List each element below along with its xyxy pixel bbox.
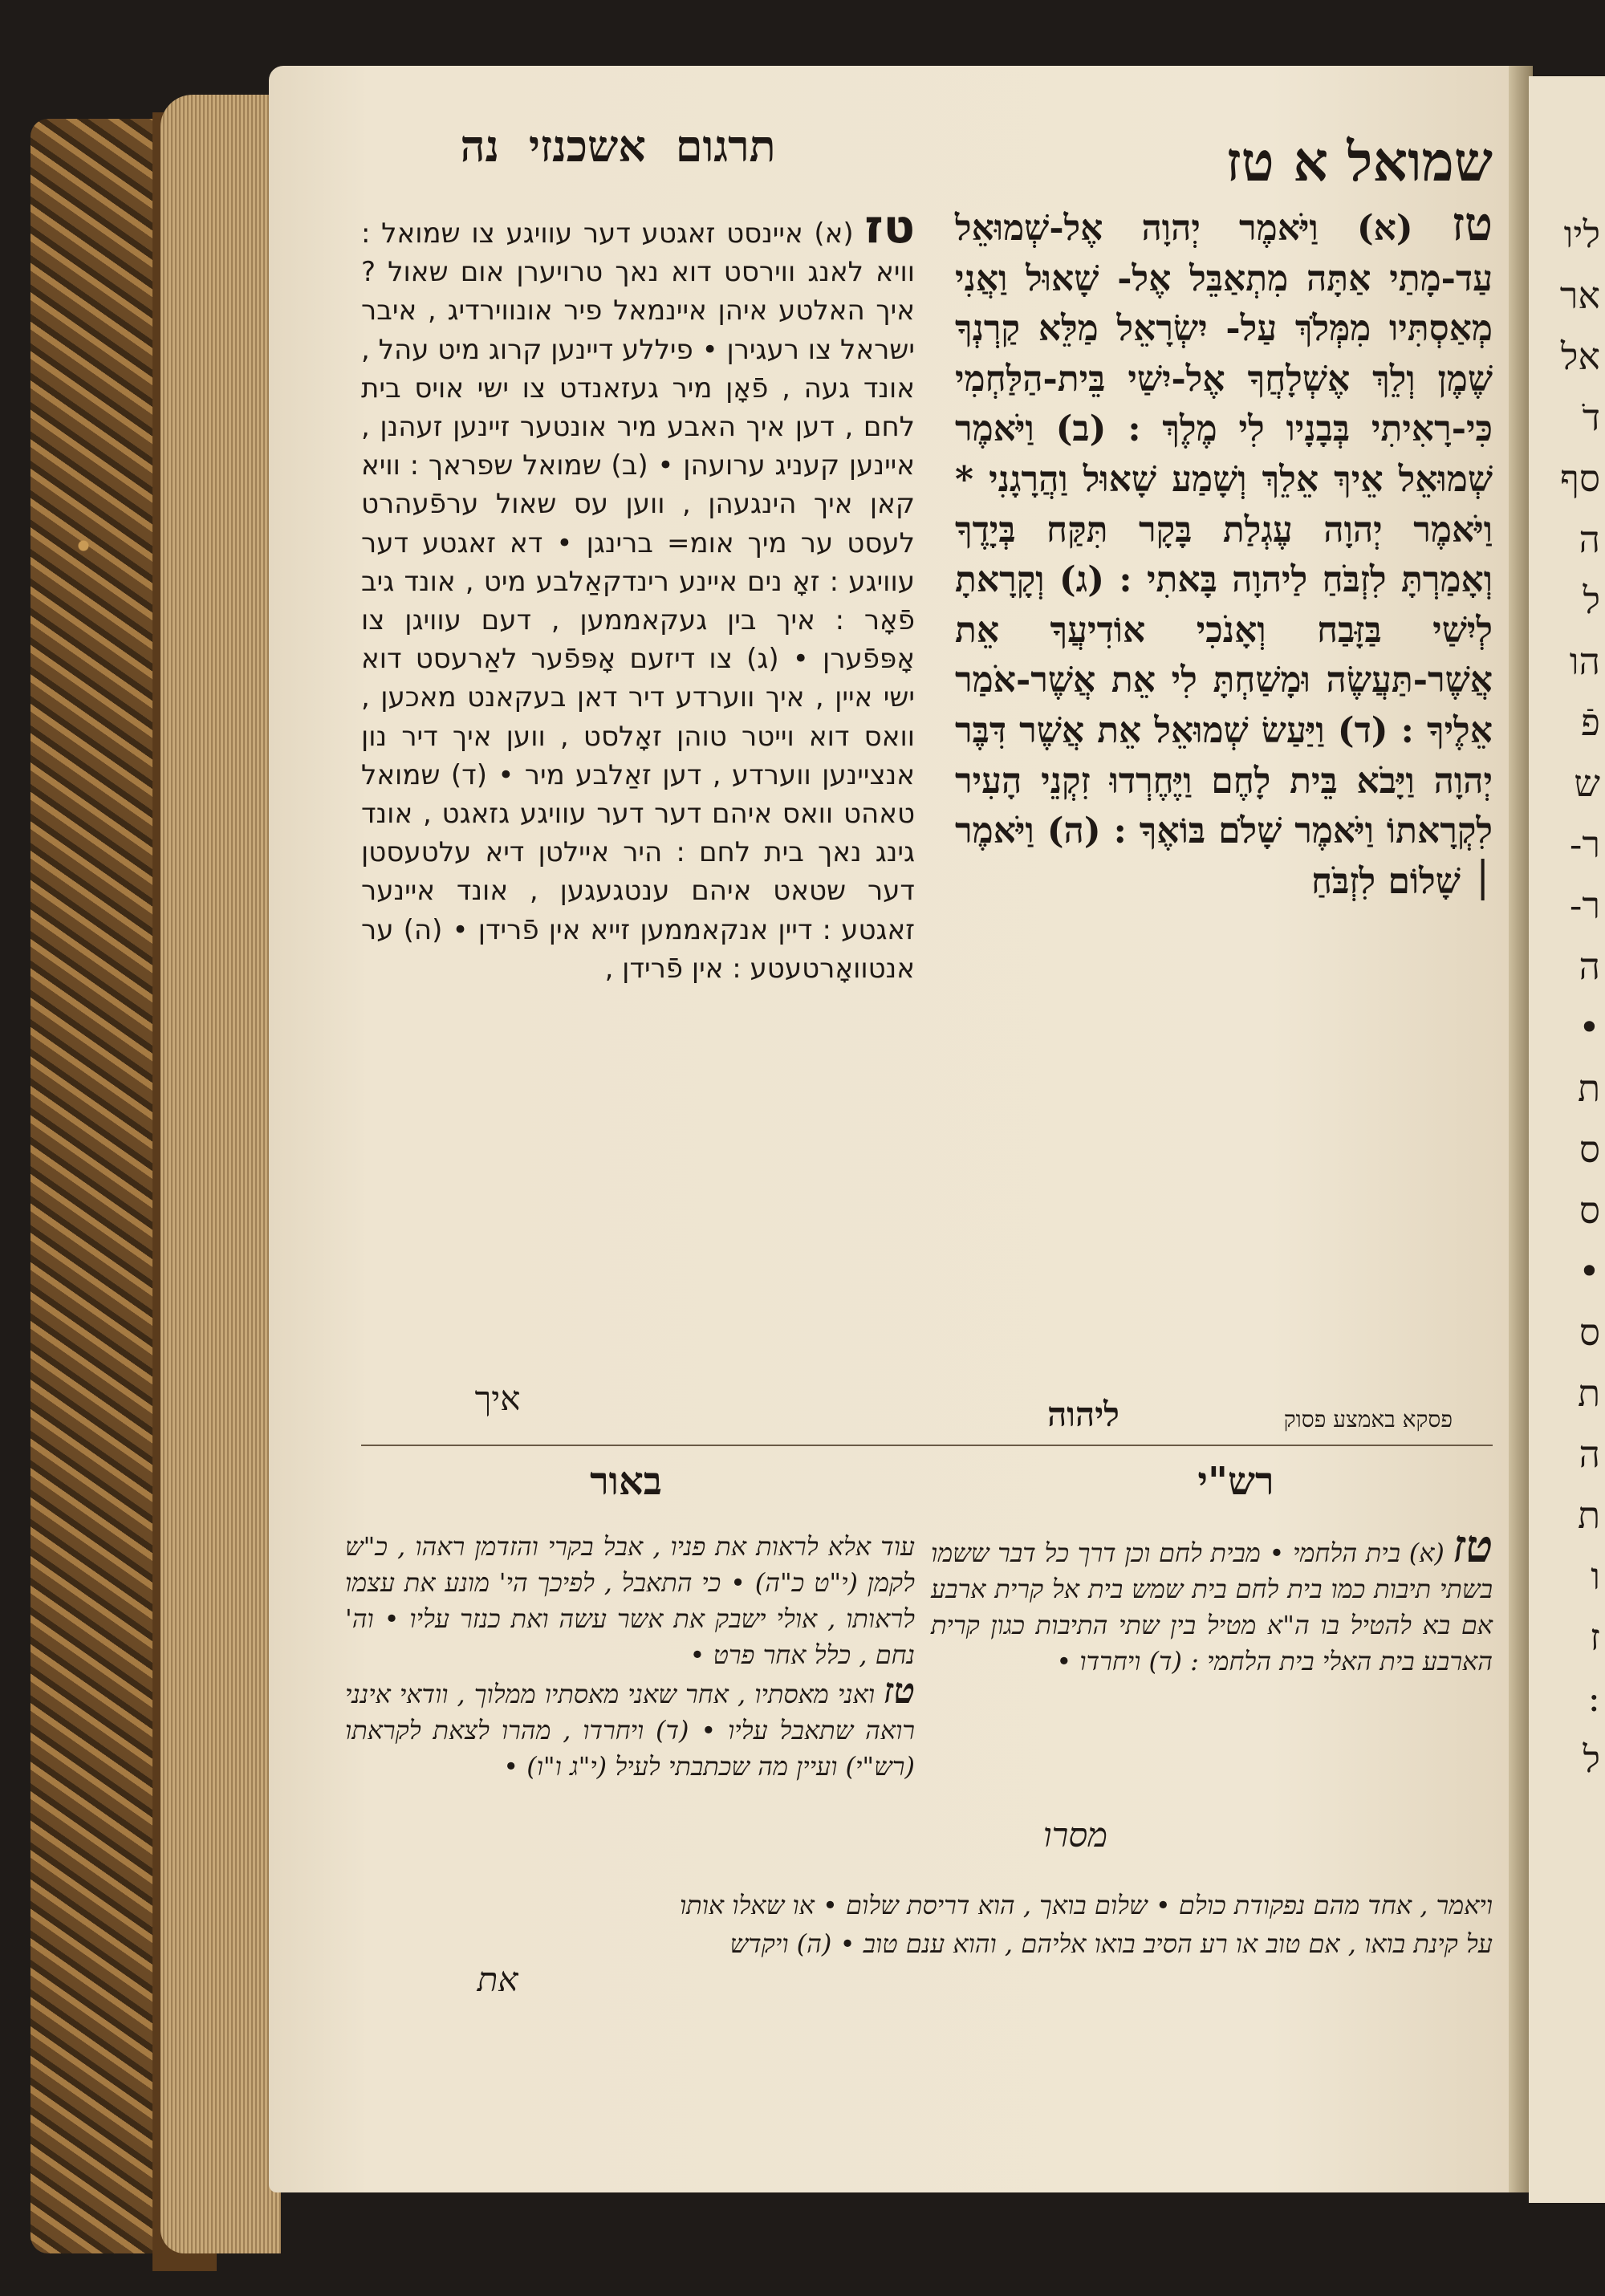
adjacent-page-fragment-text: ליו xyxy=(1563,213,1600,256)
adjacent-page-fragment-text: ר- xyxy=(1569,823,1600,866)
page-edges xyxy=(160,95,281,2253)
adjacent-page-fragment-text: דֹ xyxy=(1582,396,1600,439)
rashi-title: רש"י xyxy=(1197,1459,1274,1504)
targum-line: (ה) ער אנטוואָרטעטע : אין פֿרידן , xyxy=(361,913,915,985)
bible-verse-line: (ג) וְקָרָאתָ לְיִשַׁי בַּזָּבַח וְאָנֹכִי xyxy=(955,559,1493,651)
adjacent-page-fragment-text: ל xyxy=(1583,1737,1600,1781)
adjacent-page-fragment-text: • xyxy=(1578,1250,1600,1293)
adjacent-page-fragment-text: ה xyxy=(1579,1432,1600,1476)
bible-verse-line: הָעִיר לִקְרָאתוֹ וַיֹּאמֶר שָׁלֹם xyxy=(955,760,1493,852)
biur-line: ישבק את אשר עשה ואת כנזר עליו • וה' xyxy=(345,1603,766,1634)
targum-line: דוא נאך טרויערן אום שאול ? איך xyxy=(361,256,915,327)
targum-line: (ד) שמואל טאהט וואס איהם דער xyxy=(361,758,915,831)
bible-verse-line: (א) וַיֹּאמֶר יְהוָה אֶל-שְׁמוּאֵל xyxy=(955,208,1413,249)
running-header-targum: תרגום אשכנזי נה xyxy=(460,120,776,172)
bible-verse-line: יִשְׂרָאֵל מַלֵּא קַרְנְךָ שֶׁמֶן וְלֵךְ xyxy=(955,308,1493,400)
adjacent-page-fragment-text: ת xyxy=(1577,1493,1600,1537)
rashi-catchword: מסרו xyxy=(1042,1815,1108,1855)
adjacent-page-fragment-text: ז xyxy=(1590,1615,1600,1659)
bible-verse-line: אֶשְׁלָחֲךָ אֶל-יִשַׁי בֵּית-הַלַּחְמִי xyxy=(955,358,1351,400)
adjacent-page-fragment-text: ס xyxy=(1579,1311,1600,1354)
targum-line: לאַרעסט דוא ישי איין , איך ווערדע xyxy=(361,643,915,714)
divider xyxy=(361,1445,1493,1446)
bible-verse-line: וְשָׁמַע שָׁאוּל וַהֲרָגָנִי * וַיֹּאמֶר xyxy=(955,458,1493,551)
footnote-line: ויאמר , אחד מהם נפקודת כולם • שלום בואך , הוא דריסת שלום • או שאלו אותו xyxy=(679,1890,1493,1920)
rashi-commentary xyxy=(931,1520,1493,1680)
running-header-book: שמואל א טז xyxy=(1225,130,1493,194)
adjacent-page-fragment-text: ס xyxy=(1579,1189,1600,1232)
rashi-line: בית האלי בית הלחמי : (ד) ויחרדו • xyxy=(1056,1646,1415,1676)
targum-line: שטאט איהם ענטגעגען , אונד איינער xyxy=(361,875,847,908)
footnote-catchword: את xyxy=(477,1960,518,1999)
bible-column xyxy=(955,199,1493,907)
bible-catchword: ליהוה xyxy=(1047,1395,1119,1434)
rashi-line: תיבות כמו בית לחם בית שמש בית אל xyxy=(1043,1574,1432,1604)
adjacent-page-fragment-text: ת xyxy=(1577,1372,1600,1415)
adjacent-page-fragment-text: הו xyxy=(1569,640,1600,683)
adjacent-page-fragment-text: ה xyxy=(1579,518,1600,561)
footnote-line: על קינת בואו , אם טוב או רע הסיב בואו אליהם , והוא ענם טוב • (ה) ויקדש xyxy=(729,1928,1493,1959)
targum-line: דער עוויגע גזאגט , אונד גינג נאך בית xyxy=(361,798,915,869)
targum-line: שפראך : וויא קאן איך הינגעהן , ווען xyxy=(361,449,916,521)
targum-line: אנציינען ווערדע , דען זאַלבע מיר • xyxy=(486,758,915,791)
targum-line: זאגטע : דיין אנקאממען זייא אין פֿרידן • xyxy=(442,913,916,946)
bible-verse-line: כִּי-רָאִיתִי בְּבָנָיו לִי מֶלֶךְ : xyxy=(1106,408,1493,450)
adjacent-page-fragment-text: פֿ xyxy=(1580,701,1600,744)
targum-line: עס שאול ערפֿעהרט לעסט ער מיך אומ= xyxy=(361,488,915,559)
biur-line: (רש"י) ועיין מה שכתבתי לעיל (י"ג ו"ו) • xyxy=(503,1751,915,1782)
targum-column xyxy=(361,199,916,988)
adjacent-page-fragment-text: : xyxy=(1587,1676,1600,1720)
targum-line: איינען קעניג ערועהן • (ב) שמואל xyxy=(513,449,915,482)
bible-verse-line: שָׁאוּל וַאֲנִי מְאַסְתִּיו מִמְּלֹךְ עַל- xyxy=(955,258,1493,350)
targum-line: צו שמואל : וויא לאנג ווירסט xyxy=(361,217,915,289)
chapter-number: טז xyxy=(1453,1520,1493,1573)
footnote xyxy=(345,1886,1493,1963)
adjacent-page-fragment-text: ל xyxy=(1583,579,1600,622)
targum-line: איך האבע מיר אונטער זיינען זעהנן , xyxy=(361,411,786,444)
bible-verse-line: (ב) וַיֹּאמֶר שְׁמוּאֵל אֵיךְ אֵלֵךְ xyxy=(955,408,1493,500)
adjacent-page-fragment-text: ר- xyxy=(1569,884,1600,927)
adjacent-page-fragment-text: ה xyxy=(1579,945,1600,988)
adjacent-page-fragment xyxy=(1529,76,1605,2203)
biur-commentary xyxy=(345,1529,915,1785)
targum-line: ברינגן • דא זאגטע דער עוויגע : זאָ xyxy=(361,526,915,598)
adjacent-page-fragment-text: ש xyxy=(1574,762,1600,805)
targum-line: לחם : היר איילטן דיא עלטעסטן דער xyxy=(361,836,915,908)
targum-line: (א) איינסט זאגטע דער עוויגע xyxy=(494,217,854,250)
adjacent-page-fragment-text: סף xyxy=(1560,457,1600,500)
biur-line: עוד אלא לראות את פניו , אבל בקרי והזדמן xyxy=(465,1531,916,1562)
rashi-line: קרית ארבע אם בא להטיל בו ה"א מטיל xyxy=(931,1574,1493,1640)
adjacent-page-fragment-text: אר xyxy=(1559,274,1600,317)
adjacent-page-fragment-text: ס xyxy=(1579,1128,1600,1171)
targum-line: איבר ישראל צו רעגירן • פיללע דיינען xyxy=(361,295,915,366)
biur-line: ואני מאסתיו , אחר שאני מאסתיו xyxy=(535,1679,876,1709)
targum-line: קרוג מיט עהל , אונד געה , פֿאָן מיר xyxy=(361,333,915,404)
bible-verse-line: אוֹדִיעֲךָ אֵת אֲשֶׁר-תַּעֲשֶׂה xyxy=(955,609,1493,701)
biur-line: ראהו , כ"ש לקמן (י"ט כ"ה) • כי התאבל , xyxy=(345,1531,916,1598)
targum-line: האלטע איהן איינמאל פיר אונווירדיג , xyxy=(416,295,865,327)
biur-title: באור xyxy=(590,1459,662,1504)
adjacent-page-fragment-text: ת xyxy=(1577,1067,1600,1110)
targum-line: צו אָפּפֿערן • (ג) צו דיזעם אָפּפֿער xyxy=(361,604,915,676)
chapter-number: טז xyxy=(884,1671,916,1712)
bible-verse-line: וּמָשַׁחְתָּ לִי אֵת אֲשֶׁר-אֹמַר אֵלֶיךָ : xyxy=(955,660,1493,751)
targum-line: געזאנדט צו ישי אויס בית לחם , דען xyxy=(361,372,916,444)
targum-line: דיר דאן בעקאנט מאכען , וואס דוא xyxy=(361,681,915,753)
bible-verse-line: (ד) וַיַּעַשׂ שְׁמוּאֵל אֵת אֲשֶׁר דִּבֶּר xyxy=(955,709,1388,751)
bible-verse-line: בּוֹאֶךָ : (ה) וַיֹּאמֶר ׀ שָׁלוֹם לִזְבֹּחַ xyxy=(955,811,1493,902)
rashi-line: (א) בית הלחמי • מבית לחם xyxy=(1150,1538,1444,1568)
targum-line: נים איינע רינדקאַלבע מיט , אונד גיב xyxy=(361,565,782,598)
biur-line: ממלוך , וודאי אינני רואה שתאבל xyxy=(345,1679,915,1745)
adjacent-page-fragment-text: אל xyxy=(1560,335,1600,378)
targum-line: פֿאָר : איך בין געקאממען , דעם עוויגן xyxy=(384,604,915,637)
adjacent-page-fragment-text: • xyxy=(1578,1006,1600,1049)
pisqa-note: פסקא באמצע פסוק xyxy=(1283,1406,1453,1432)
targum-line: וייטר טוהן זאָלסט , ווען איך דיר נון xyxy=(361,720,794,753)
bible-verse-line: וְאָמַרְתָּ לִזְבֹּחַ לַיהוָה בָּאתִי : xyxy=(1104,559,1493,601)
chapter-number: טז xyxy=(1451,197,1493,251)
adjacent-page-fragment-text: ו xyxy=(1591,1554,1600,1598)
bible-verse-line: עַד-מָתַי אַתָּה מִתְאַבֵּל אֶל- xyxy=(1099,258,1493,299)
rashi-line: וכן דרך כל דבר ששמו בשתי xyxy=(931,1538,1493,1604)
rashi-line: בין שתי התיבות כגון קרית הארבע xyxy=(931,1610,1493,1676)
biur-line: לפיכך הי' מונע את עצמו לראותו , אולי xyxy=(345,1567,916,1634)
bible-verse-line: יְהוָה עֶגְלַת בָּקָר תִּקַּח בְּיָדֶךָ xyxy=(955,509,1383,551)
bible-verse-line: יְהוָה וַיָּבֹא בֵּית לָחֶם וַיֶּחֶרְדוּ זִקְנֵי xyxy=(1022,760,1493,802)
biur-line: נחם , כלל אחר פרט • xyxy=(689,1640,915,1670)
chapter-number: טז xyxy=(864,199,915,254)
targum-catchword: איך xyxy=(474,1379,521,1418)
biur-line: עליו • (ד) ויחרדו , מהרו לצאת לקראתו xyxy=(345,1715,768,1745)
